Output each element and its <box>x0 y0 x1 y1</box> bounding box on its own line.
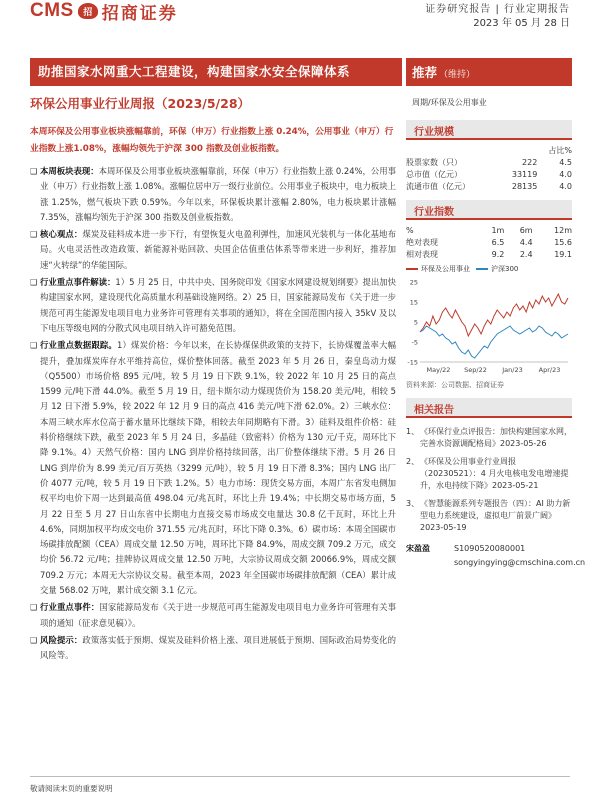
bullet-lead: 风险提示： <box>40 634 83 645</box>
report-subtitle: 环保公用事业行业周报（2023/5/28） <box>30 96 251 111</box>
legend-label: 沪深300 <box>491 265 519 273</box>
footer-note: 敬请阅读末页的重要说明 <box>30 784 113 793</box>
index-col-header: % <box>406 225 414 235</box>
index-col-header: 1m <box>491 225 505 235</box>
bullet-lead: 本周板块表现： <box>40 166 99 176</box>
bullet-marker-icon: ❑ <box>30 230 38 240</box>
related-reports-heading <box>406 398 572 418</box>
bullet-marker-icon: ❑ <box>30 341 38 351</box>
analyst-name: 宋盈盈 <box>406 544 430 553</box>
related-reports-list <box>406 426 572 534</box>
y-tick-label: 25 <box>409 278 418 287</box>
scale-pct: 4.5 <box>559 157 572 167</box>
y-tick-label: 15 <box>409 298 418 307</box>
index-chart-svg <box>406 278 572 378</box>
related-report-item[interactable] <box>406 426 572 450</box>
bullet-item <box>30 600 396 631</box>
rating-label: 推荐 <box>412 65 438 80</box>
industry-scale-heading <box>406 120 572 140</box>
rating-sub: （维持） <box>439 70 476 80</box>
report-title: 助推国家水网重大工程建设，构建国家水安全保障体系 <box>30 58 402 86</box>
report-number: 1、 <box>406 427 420 436</box>
bullet-lead: 行业重点数据跟踪。 <box>40 340 117 351</box>
logo-chinese-name: 招商证券 <box>101 3 178 24</box>
y-tick-label: -15 <box>407 358 418 367</box>
index-cell: 9.2 <box>491 249 505 259</box>
report-number: 2、 <box>406 457 420 466</box>
legend-swatch-red <box>406 268 418 270</box>
legend-item <box>476 264 518 274</box>
bullet-text: 国家能源局发布《关于进一步规范可再生能源发电项目电力业务许可管理有关事项的通知（征求意见稿）》。 <box>40 602 397 628</box>
x-tick-label: Sep/22 <box>464 366 487 374</box>
scale-value: 33119 <box>511 169 538 179</box>
bullet-item <box>30 227 396 273</box>
bullet-text: 1）煤炭价格：今年以来，在长协煤保供政策的支持下，长协煤覆盖率大幅提升，叠加煤炭库存水平维持高位，煤价整体回落。截至 2023 年 5 月 26 日，秦皇岛动力煤（Q5500）市场价格 895 元/吨，较 5 月 19 日下跌 9.1%，较 2022 年 10 月 25 日的高点 1599 元/吨下滑 44.0%。截至 5 月 19 日，纽卡斯尔动力煤现货价为 158.20 美元/吨，相较 5 月 12 日下滑 5.9%，较 2022 年 12 月 9 日的高点 416 美元/吨下滑 62.0%。2）三峡水位：本周三峡水库水位高于蓄水量环比继续下降，相较去年同期略有下滑。3）硅料及组件价格：硅料价格继续下跌，截至 2023 年 5 月 24 日，多晶硅（致密料）价格为 130 元/千克，周环比下降 9.1%。4）天然气价格：国内 LNG 到岸价格持续回落，出厂价整体继续下滑。5 月 26 日 LNG 到岸价为 8.99 美元/百万英热（3299 元/吨），较 5 月 19 日下滑 8.3%；国内 LNG 出厂价 4077 元/吨，较 5 月 19 日下跌 1.2%。5）电力市场：现货交易方面，本周广东省发电侧加权平均电价下周一达到最高值 498.04 元/兆瓦时，环比上升 19.4%；中长期交易市场方面，5 月 22 日至 5 月 27 日山东省中长期电力直接交易市场成交电量达 30.8 亿千瓦时，环比上升 4.6%，同期加权平均成交电价 371.55 元/兆瓦时，环比下降 0.3%。6）碳市场：本周全国碳市场碳排放配额（CEA）周成交量 12.50 万吨，周环比下降 84.9%，周成交额 709.2 万元，成交均价 56.72 元/吨；挂牌协议周成交量 12.50 万吨，大宗协议周成交额 20066.9%，周成交额 709.2 万元；本周无大宗协议交易。截至本周，2023 年全国碳市场碳排放配额（CEA）累计成交量 568.02 万吨，累计成交额 3.1 亿元。 <box>40 340 397 596</box>
bullet-list <box>30 164 396 666</box>
x-tick-label: Apr/23 <box>538 366 561 374</box>
index-cell: 15.6 <box>554 237 572 247</box>
analyst-block <box>406 542 586 570</box>
document-date: 2023 年 05 月 28 日 <box>473 18 570 29</box>
bullet-item <box>30 275 396 336</box>
analyst-id: S1090520080001 <box>454 544 526 553</box>
index-col-header: 12m <box>554 225 572 235</box>
document-type: 证券研究报告 | 行业定期报告 <box>425 4 570 15</box>
summary-paragraph: 本周环保及公用事业板块涨幅靠前，环保（申万）行业指数上涨 0.24%，公用事业（申万）行业指数上涨1.08%，涨幅均领先于沪深 300 指数及创业板指数。 <box>30 127 394 154</box>
chart-legend <box>406 264 572 274</box>
legend-label: 环保及公用事业 <box>421 265 470 273</box>
table-row <box>406 248 572 260</box>
report-link[interactable]: 《环保行业点评报告：加快构建国家水网，完善水资源调配格局》2023-05-26 <box>420 427 572 448</box>
report-link[interactable]: 《环保及公用事业行业周报（20230521）：4 月火电核电发电增速提升，水电持续下降》2023-05-21 <box>420 457 569 490</box>
scale-value: 222 <box>522 157 538 167</box>
bullet-item <box>30 633 396 664</box>
index-cell: 6.5 <box>491 237 505 247</box>
x-tick-label: May/22 <box>426 366 451 374</box>
index-cell: 2.4 <box>519 249 533 259</box>
table-row <box>406 224 572 236</box>
scale-pct: 4.0 <box>559 181 572 191</box>
table-row <box>406 144 572 156</box>
industry-scale-table <box>406 144 572 192</box>
bullet-text: 本周环保及公用事业板块涨幅靠前，环保（申万）行业指数上涨 0.24%，公用事业（申万）行业指数上涨 1.08%。涨幅位居申万一级行业前位。公用事业子板块中，电力板块上涨 1.25%，燃气板块下跌 0.59%。今年以来，环保板块累计涨幅 2.80%，电力板块累计涨幅 7.35%，涨幅均领先于沪深 300 指数及创业板指数。 <box>40 166 397 222</box>
bullet-marker-icon: ❑ <box>30 603 38 613</box>
bullet-lead: 核心观点： <box>40 229 83 240</box>
bullet-text: 政策落实低于预期、煤炭及硅料价格上涨、项目进展低于预期、国际政治局势变化的风险等。 <box>40 634 397 661</box>
bullet-lead: 行业重点事件解读： <box>40 277 116 288</box>
index-chart <box>406 278 572 378</box>
related-reports-heading-text: 相关报告 <box>414 405 454 416</box>
bullet-marker-icon: ❑ <box>30 635 38 645</box>
scale-label: 股票家数（只） <box>406 157 462 167</box>
legend-item <box>406 264 470 274</box>
bullet-text: 煤炭及硅料成本进一步下行，有望恢复火电盈利弹性，加速风光装机与一体化基地布局。火电灵活性改造政策、新能源补贴回款、央国企估值重估体系等带来进一步利好，推荐加速“火转绿”的华能国际。 <box>40 229 397 270</box>
index-row-label: 绝对表现 <box>406 237 438 247</box>
table-row <box>406 156 572 168</box>
table-row <box>406 236 572 248</box>
legend-swatch-blue <box>476 268 488 270</box>
series-line <box>420 294 568 336</box>
logo-cms-text: CMS <box>30 0 74 21</box>
industry-index-table <box>406 224 572 260</box>
sector-label: 周期/环保及公用事业 <box>412 98 487 107</box>
x-tick-label: Jan/23 <box>502 366 523 374</box>
table-row <box>406 180 572 192</box>
scale-pct: 4.0 <box>559 169 572 179</box>
index-row-label: 相对表现 <box>406 249 438 259</box>
bullet-marker-icon: ❑ <box>30 167 38 176</box>
table-row <box>406 168 572 180</box>
pct-header: 占比% <box>548 145 572 155</box>
industry-scale-heading-text: 行业规模 <box>414 127 454 138</box>
index-cell: 19.1 <box>554 249 572 259</box>
index-cell: 4.4 <box>519 237 533 247</box>
footer-divider <box>30 776 570 777</box>
bullet-marker-icon: ❑ <box>30 278 38 288</box>
bullet-text: 1）5 月 25 日，中共中央、国务院印发《国家水网建设规划纲要》提出加快构建国家水网，建设现代化高质量水利基础设施网络。2）25 日，国家能源局发布《关于进一步规范可再生能源发电项目电力业务许可管理有关事项的通知》，将在全国范围内接入 35kV 及以下电压等级电网的分散式风电项目纳入许可豁免范围。 <box>40 277 396 333</box>
bullet-item <box>30 338 396 598</box>
chart-source: 资料来源：公司数据、招商证券 <box>406 381 504 389</box>
logo-emblem-icon: 招 <box>78 3 98 19</box>
industry-index-heading <box>406 200 572 220</box>
header <box>0 0 600 58</box>
scale-value: 28135 <box>511 181 538 191</box>
industry-index-heading-text: 行业指数 <box>414 207 454 218</box>
related-report-item[interactable] <box>406 498 572 534</box>
rating-badge <box>406 58 572 86</box>
index-col-header: 6m <box>519 225 533 235</box>
y-tick-label: -5 <box>411 338 418 347</box>
report-link[interactable]: 《智慧能源系列专题报告（四）：AI 助力新型电力系统建设，虚拟电厂前景广阔》2023-05-19 <box>420 499 571 532</box>
analyst-email[interactable]: songyingying@cmschina.com.cn <box>454 558 586 567</box>
report-number: 3、 <box>406 499 420 508</box>
scale-label: 总市值（亿元） <box>406 169 462 179</box>
bullet-item <box>30 164 396 225</box>
scale-label: 流通市值（亿元） <box>406 181 470 191</box>
bullet-lead: 行业重点事件： <box>40 602 100 613</box>
y-tick-label: 5 <box>413 318 418 327</box>
series-line <box>420 326 568 358</box>
sidebar <box>406 120 586 570</box>
related-report-item[interactable] <box>406 456 572 492</box>
logo <box>30 0 178 22</box>
